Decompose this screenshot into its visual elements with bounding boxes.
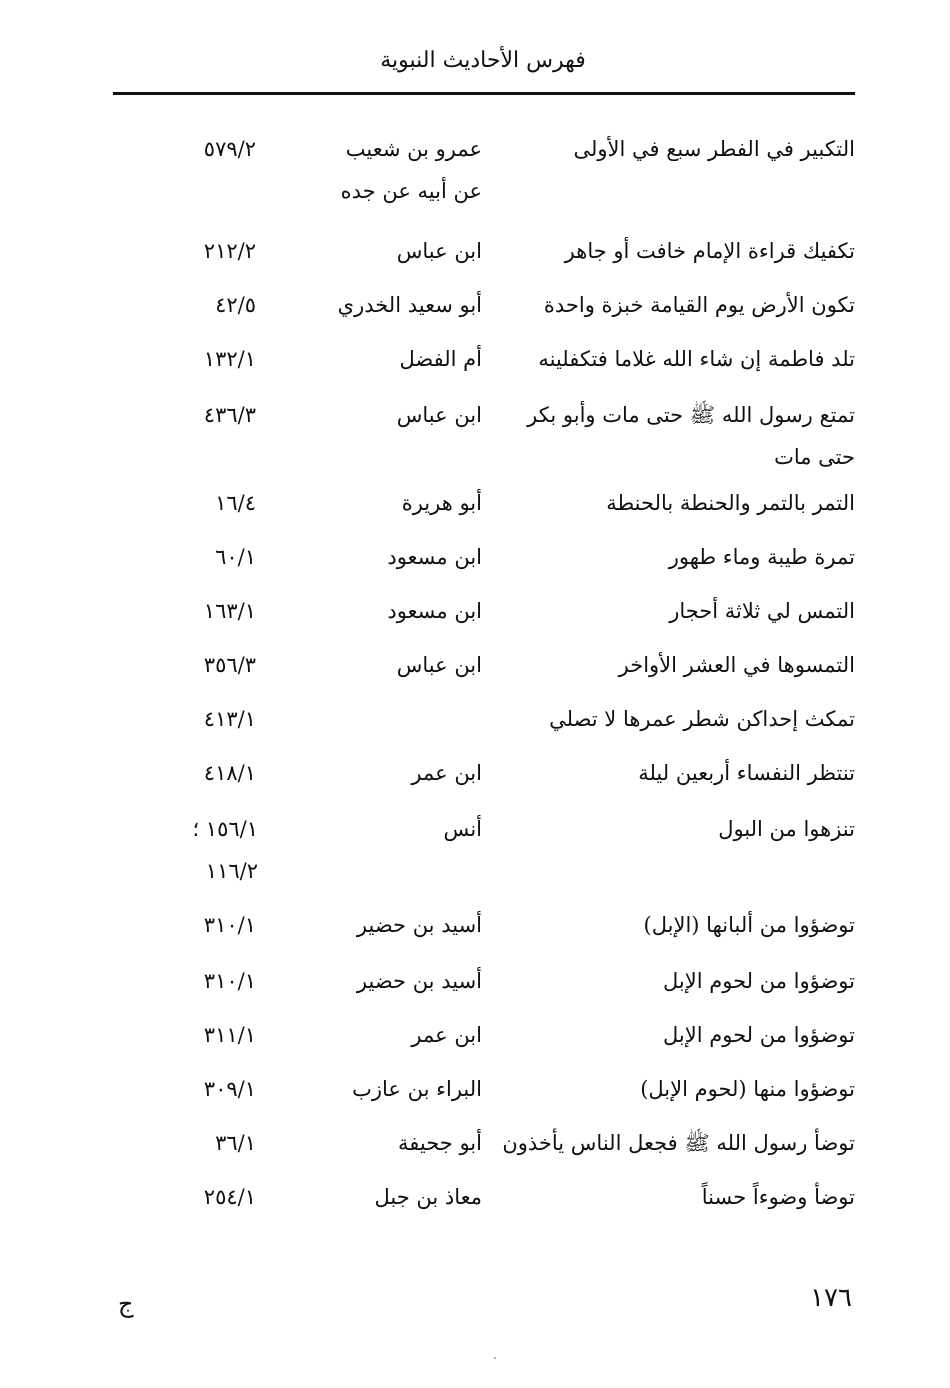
header-title: فهرس الأحاديث النبوية bbox=[380, 48, 586, 73]
reference: ٤٣٦/٣ bbox=[203, 403, 256, 427]
reference: ٢١٢/٢ bbox=[203, 239, 256, 263]
narrator: ابن عمر bbox=[411, 761, 482, 785]
reference: ١٥٦/١ ؛ ١١٦/٢ bbox=[192, 817, 258, 883]
narrator: البراء بن عازب bbox=[352, 1077, 482, 1101]
reference: ٤١٣/١ bbox=[203, 707, 256, 731]
narrator: أبو هريرة bbox=[401, 491, 482, 515]
reference: ٣٦/١ bbox=[215, 1131, 256, 1155]
hadith-text: تمتع رسول الله ﷺ حتى مات وأبو بكر حتى مات bbox=[527, 403, 855, 469]
narrator: معاذ بن جبل bbox=[374, 1185, 482, 1209]
narrator: أنس bbox=[443, 817, 482, 841]
narrator: أبو سعيد الخدري bbox=[337, 293, 482, 317]
reference: ٣١٠/١ bbox=[203, 913, 256, 937]
hadith-text: توضؤوا من لحوم الإبل bbox=[663, 969, 855, 993]
narrator: ابن عباس bbox=[396, 653, 482, 677]
narrator: عمرو بن شعيب عن أبيه عن جده bbox=[340, 137, 482, 203]
narrator: أبو جحيفة bbox=[398, 1131, 482, 1155]
reference: ٤١٨/١ bbox=[203, 761, 256, 785]
reference: ٢٥٤/١ bbox=[203, 1185, 256, 1209]
narrator: أسيد بن حضير bbox=[356, 969, 482, 993]
narrator: أم الفضل bbox=[399, 347, 482, 371]
header-rule bbox=[113, 92, 855, 95]
hadith-text: التكبير في الفطر سبع في الأولى bbox=[573, 137, 855, 161]
reference: ٣١٠/١ bbox=[203, 969, 256, 993]
page-number: ١٧٦ bbox=[810, 1283, 852, 1313]
reference: ٣١١/١ bbox=[203, 1023, 256, 1047]
hadith-text: تمكث إحداكن شطر عمرها لا تصلي bbox=[549, 707, 855, 731]
hadith-text: تلد فاطمة إن شاء الله غلاما فتكفلينه bbox=[538, 347, 855, 371]
narrator: ابن عمر bbox=[411, 1023, 482, 1047]
hadith-text: تمرة طيبة وماء طهور bbox=[668, 545, 855, 569]
reference: ٣٥٦/٣ bbox=[203, 653, 256, 677]
hadith-text: توضؤوا من لحوم الإبل bbox=[663, 1023, 855, 1047]
narrator: ابن عباس bbox=[396, 239, 482, 263]
hadith-text: توضأ وضوءاً حسناً bbox=[701, 1185, 855, 1209]
print-speck bbox=[494, 1357, 496, 1359]
reference: ٥٧٩/٢ bbox=[203, 137, 256, 161]
hadith-text: تكون الأرض يوم القيامة خبزة واحدة bbox=[543, 293, 855, 317]
page-header bbox=[0, 48, 950, 73]
reference: ١٦٣/١ bbox=[203, 599, 256, 623]
hadith-text: توضأ رسول الله ﷺ فجعل الناس يأخذون bbox=[502, 1131, 855, 1155]
narrator: ابن مسعود bbox=[387, 599, 482, 623]
narrator: أسيد بن حضير bbox=[356, 913, 482, 937]
hadith-text: التمر بالتمر والحنطة بالحنطة bbox=[606, 491, 855, 515]
hadith-text: توضؤوا منها (لحوم الإبل) bbox=[640, 1077, 855, 1101]
signature-mark: ج bbox=[118, 1290, 134, 1318]
hadith-text: التمسوها في العشر الأواخر bbox=[618, 653, 855, 677]
narrator: ابن عباس bbox=[396, 403, 482, 427]
narrator: ابن مسعود bbox=[387, 545, 482, 569]
reference: ٣٠٩/١ bbox=[203, 1077, 256, 1101]
hadith-text: تكفيك قراءة الإمام خافت أو جاهر bbox=[564, 239, 855, 263]
hadith-text: التمس لي ثلاثة أحجار bbox=[669, 599, 855, 623]
hadith-text: تنتظر النفساء أربعين ليلة bbox=[638, 761, 855, 785]
reference: ١٦/٤ bbox=[215, 491, 256, 515]
reference: ٤٢/٥ bbox=[215, 293, 256, 317]
hadith-text: تنزهوا من البول bbox=[718, 817, 855, 841]
reference: ١٣٢/١ bbox=[203, 347, 256, 371]
reference: ٦٠/١ bbox=[215, 545, 256, 569]
hadith-text: توضؤوا من ألبانها (الإبل) bbox=[643, 913, 855, 937]
